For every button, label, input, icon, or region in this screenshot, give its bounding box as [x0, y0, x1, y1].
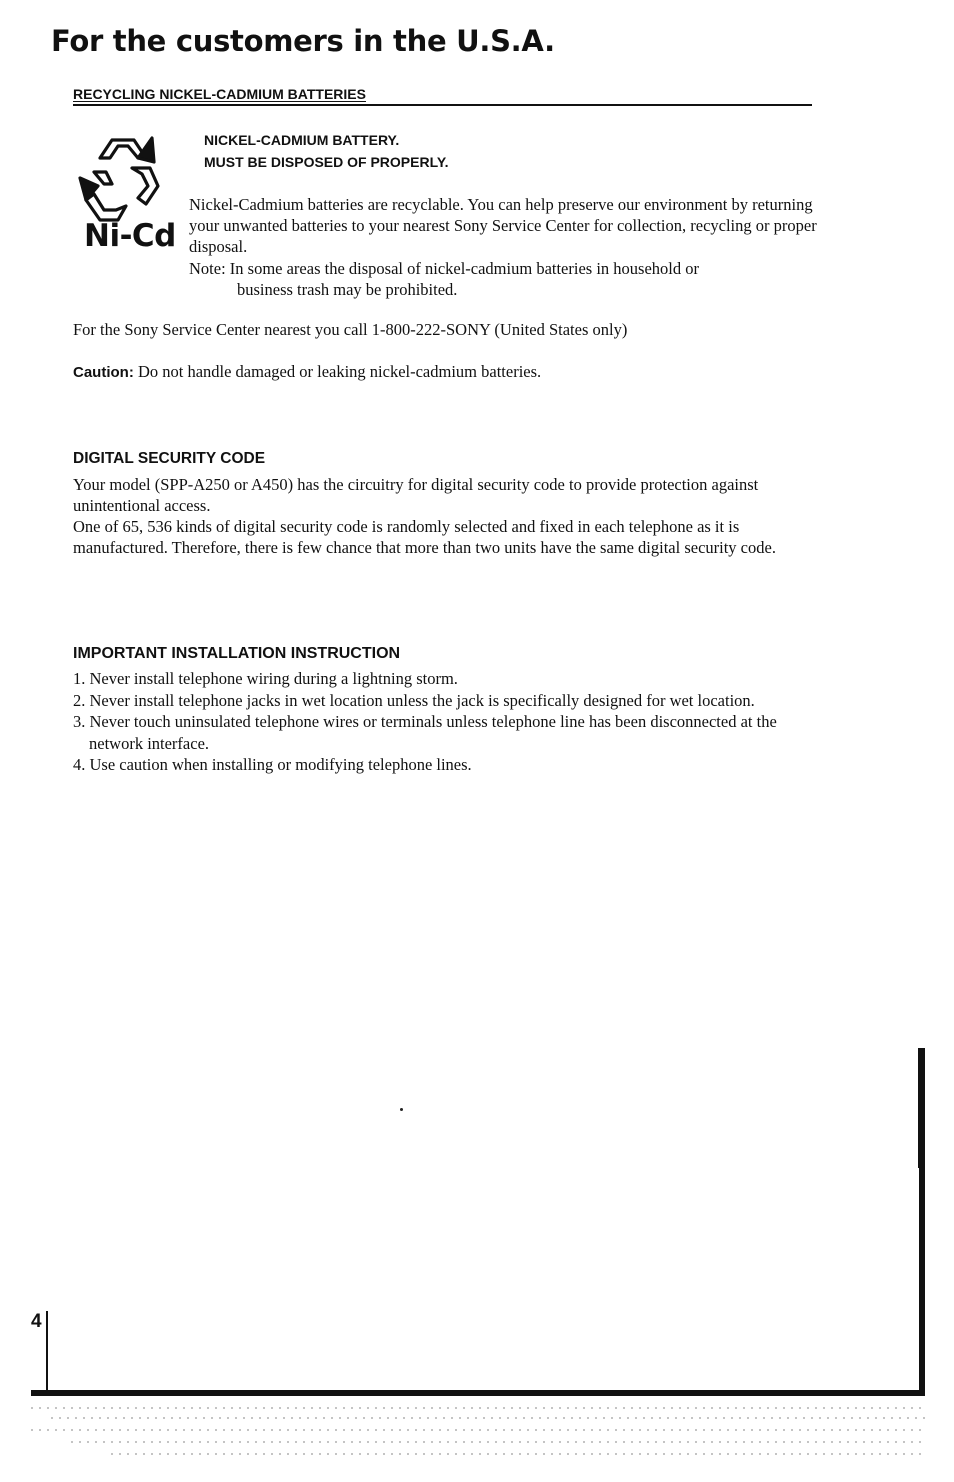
battery-warning	[204, 129, 449, 173]
right-edge-bar	[919, 1048, 925, 1396]
recycling-paragraph: Nickel-Cadmium batteries are recyclable. You can help preserve our environment by returning your unwanted batteries to your nearest Sony Service Center for collection, recycling or proper disposal.	[189, 195, 817, 256]
note-line-1: Note: In some areas the disposal of nickel-cadmium batteries in household or	[189, 259, 699, 278]
digital-security-paragraph-2: One of 65, 536 kinds of digital security code is randomly selected and fixed in each telephone as it is manufactured. Therefore, there is few chance that more than two units have the same digital security code.	[73, 517, 776, 557]
list-item: 4. Use caution when installing or modifying telephone lines.	[73, 755, 472, 774]
recycling-note	[189, 258, 699, 300]
digital-security-heading: DIGITAL SECURITY CODE	[73, 450, 266, 467]
bottom-rule	[31, 1390, 925, 1396]
scan-speck	[400, 1108, 403, 1111]
digital-security-paragraph-1: Your model (SPP-A250 or A450) has the circuitry for digital security code to provide protection against unintentional access.	[73, 475, 759, 515]
caution-label: Caution:	[73, 364, 134, 381]
list-item: 3. Never touch uninsulated telephone wires or terminals unless telephone line has been disconnected at the network interface.	[73, 712, 777, 753]
heading-rule	[73, 104, 812, 106]
note-line-2: business trash may be prohibited.	[237, 280, 458, 299]
scan-noise	[31, 1400, 925, 1470]
page-number: 4	[31, 1311, 42, 1332]
installation-list	[73, 668, 803, 776]
battery-warning-line-2: MUST BE DISPOSED OF PROPERLY.	[204, 154, 449, 170]
service-center-text: For the Sony Service Center nearest you call 1-800-222-SONY (United States only)	[73, 320, 628, 339]
list-item: 1. Never install telephone wiring during a lightning storm.	[73, 669, 458, 688]
list-item: 2. Never install telephone jacks in wet location unless the jack is specifically designed for wet location.	[73, 690, 755, 710]
recycling-heading: RECYCLING NICKEL-CADMIUM BATTERIES	[73, 86, 366, 102]
page-title: For the customers in the U.S.A.	[51, 24, 555, 58]
page-number-divider	[46, 1311, 48, 1391]
battery-warning-line-1: NICKEL-CADMIUM BATTERY.	[204, 132, 400, 148]
installation-heading: IMPORTANT INSTALLATION INSTRUCTION	[73, 645, 401, 662]
digital-security-body	[73, 474, 823, 558]
caution-text: Do not handle damaged or leaking nickel-cadmium batteries.	[133, 362, 542, 381]
nicd-logo-text: Ni-Cd	[84, 218, 176, 254]
caution-line	[73, 362, 541, 382]
